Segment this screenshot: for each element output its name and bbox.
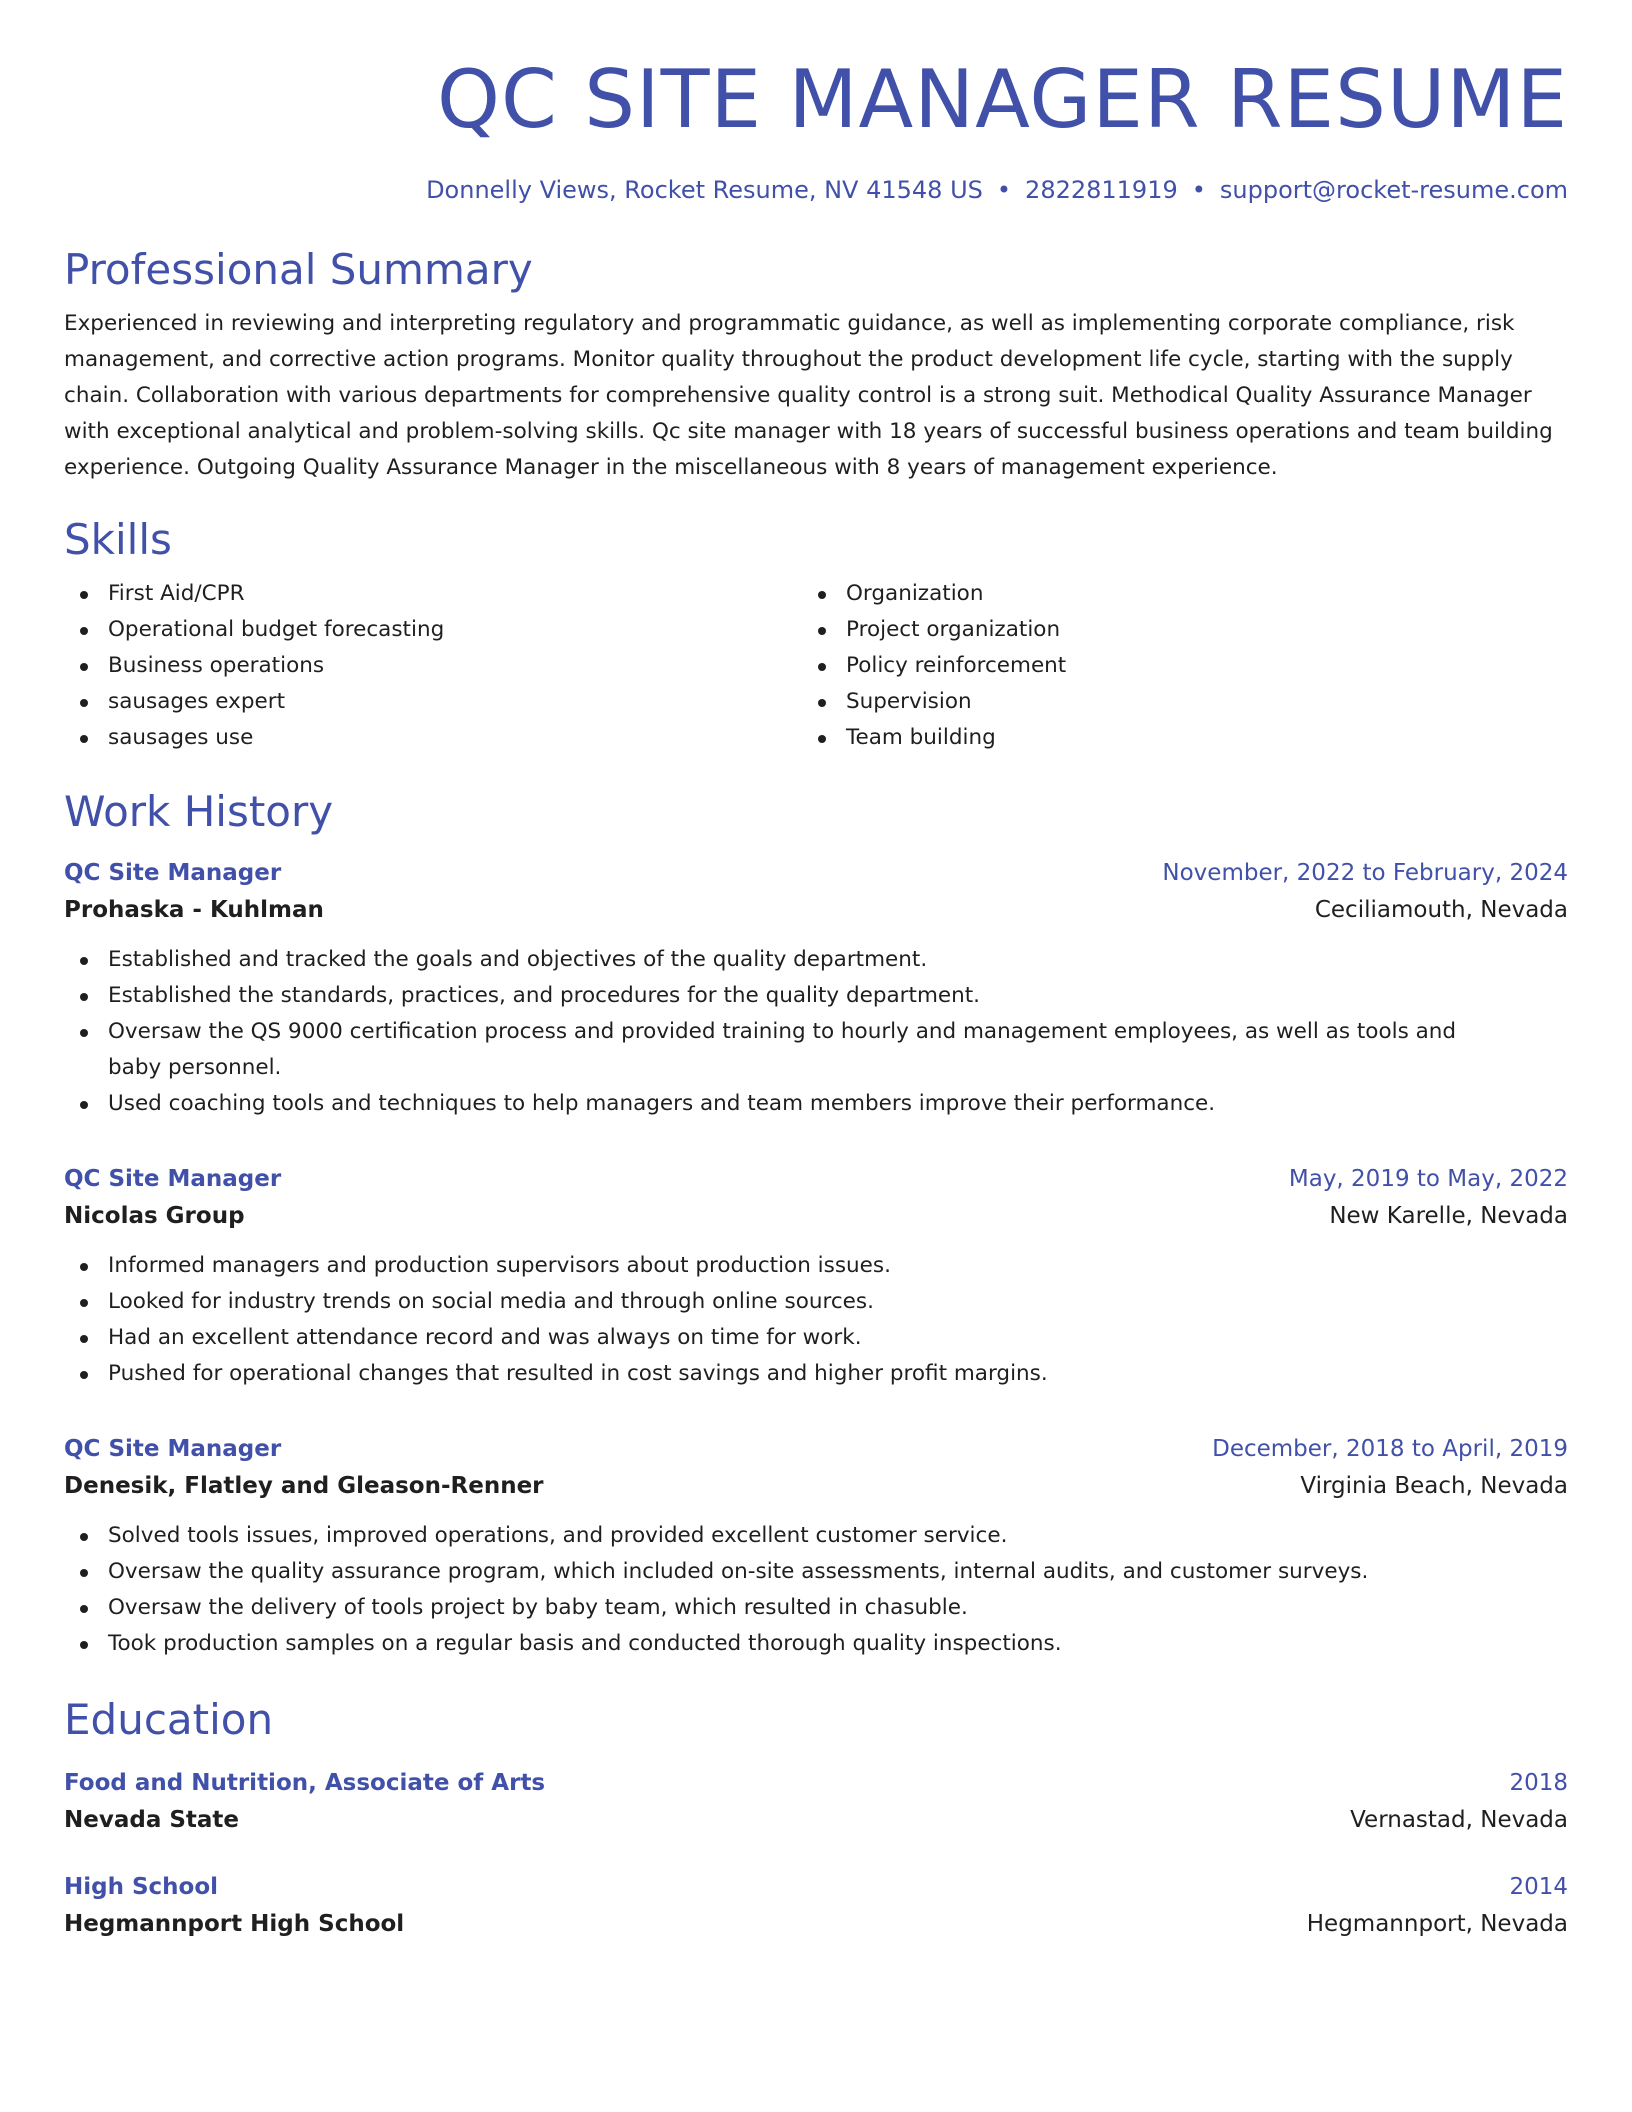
job-company: Nicolas Group <box>64 1203 245 1229</box>
education-school: Hegmannport High School <box>64 1911 405 1937</box>
job-bullets <box>64 1248 1504 1392</box>
job-header-row <box>64 1162 1568 1196</box>
job-location: New Karelle, Nevada <box>1329 1203 1568 1229</box>
education-header-row <box>64 1766 1568 1800</box>
education-school-row <box>64 1800 1568 1840</box>
job-bullet: Oversaw the delivery of tools project by baby team, which resulted in chasuble. <box>64 1590 1504 1626</box>
job-role: QC Site Manager <box>64 860 282 886</box>
education-header-row <box>64 1870 1568 1904</box>
education-entry <box>64 1870 1568 1944</box>
skill-item: Project organization <box>802 612 1540 648</box>
skill-item: First Aid/CPR <box>64 576 802 612</box>
job-entry <box>64 856 1568 1122</box>
summary-heading: Professional Summary <box>64 245 533 294</box>
education-entry <box>64 1766 1568 1840</box>
job-bullet: Used coaching tools and techniques to help managers and team members improve their performance. <box>64 1086 1504 1122</box>
job-role: QC Site Manager <box>64 1436 282 1462</box>
job-location: Virginia Beach, Nevada <box>1300 1473 1568 1499</box>
summary-text: Experienced in reviewing and interpreting regulatory and programmatic guidance, as well as implementing corporate compliance, risk management, and corrective action programs. Monitor quality throughout the product development life cycle, starting with the supply chain. Collaboration with various departments for comprehensive quality control is a strong suit. Methodical Quality Assurance Manager with exceptional analytical and problem-solving skills. Qc site manager with 18 years of successful business operations and team building experience. Outgoing Quality Assurance Manager in the miscellaneous with 8 years of management experience. <box>64 311 1553 480</box>
job-bullet: Informed managers and production supervisors about production issues. <box>64 1248 1504 1284</box>
education-location: Vernastad, Nevada <box>1350 1807 1568 1833</box>
work-history-heading: Work History <box>64 787 334 836</box>
job-bullets <box>64 1518 1504 1662</box>
job-company-row <box>64 890 1568 930</box>
skill-item: Team building <box>802 720 1540 756</box>
resume-title: QC SITE MANAGER RESUME <box>437 53 1568 146</box>
skill-item: sausages use <box>64 720 802 756</box>
education-year: 2014 <box>1509 1874 1568 1900</box>
job-company: Prohaska - Kuhlman <box>64 897 324 923</box>
job-bullets <box>64 942 1504 1122</box>
job-bullet: Established the standards, practices, and procedures for the quality department. <box>64 978 1504 1014</box>
education-heading: Education <box>64 1695 274 1744</box>
contact-line <box>64 174 1568 206</box>
contact-phone: 2822811919 <box>1025 176 1178 204</box>
skill-item: Business operations <box>64 648 802 684</box>
work-history-section <box>64 786 1568 1662</box>
job-location: Ceciliamouth, Nevada <box>1314 897 1568 923</box>
job-entry <box>64 1162 1568 1392</box>
job-header-row <box>64 856 1568 890</box>
job-bullet: Established and tracked the goals and objectives of the quality department. <box>64 942 1504 978</box>
education-school: Nevada State <box>64 1807 240 1833</box>
job-bullet: Pushed for operational changes that resulted in cost savings and higher profit margins. <box>64 1356 1504 1392</box>
job-dates: November, 2022 to February, 2024 <box>1162 860 1568 886</box>
skill-item: sausages expert <box>64 684 802 720</box>
job-bullet: Had an excellent attendance record and was always on time for work. <box>64 1320 1504 1356</box>
job-company-row <box>64 1466 1568 1506</box>
job-role: QC Site Manager <box>64 1166 282 1192</box>
education-school-row <box>64 1904 1568 1944</box>
skills-column-left <box>64 576 802 756</box>
job-company: Denesik, Flatley and Gleason-Renner <box>64 1473 544 1499</box>
job-bullet: Looked for industry trends on social media and through online sources. <box>64 1284 1504 1320</box>
skill-item: Operational budget forecasting <box>64 612 802 648</box>
summary-section <box>64 244 1568 486</box>
skills-column-right <box>802 576 1540 756</box>
skills-section <box>64 514 1568 756</box>
skill-item: Policy reinforcement <box>802 648 1540 684</box>
contact-separator: • <box>1191 176 1206 204</box>
skills-list <box>64 576 1568 756</box>
education-degree: High School <box>64 1874 219 1900</box>
job-bullet: Solved tools issues, improved operations, and provided excellent customer service. <box>64 1518 1504 1554</box>
job-company-row <box>64 1196 1568 1236</box>
job-bullet: Oversaw the QS 9000 certification process and provided training to hourly and management employees, as well as tools and baby personnel. <box>64 1014 1504 1086</box>
skill-item: Supervision <box>802 684 1540 720</box>
job-dates: December, 2018 to April, 2019 <box>1212 1436 1568 1462</box>
job-header-row <box>64 1432 1568 1466</box>
job-entry <box>64 1432 1568 1662</box>
skill-item: Organization <box>802 576 1540 612</box>
education-section <box>64 1694 1568 1944</box>
contact-email: support@rocket-resume.com <box>1219 176 1568 204</box>
education-degree: Food and Nutrition, Associate of Arts <box>64 1770 546 1796</box>
skills-heading: Skills <box>64 515 172 564</box>
resume-header <box>64 0 1568 206</box>
contact-address: Donnelly Views, Rocket Resume, NV 41548 US <box>426 176 983 204</box>
job-dates: May, 2019 to May, 2022 <box>1288 1166 1568 1192</box>
education-location: Hegmannport, Nevada <box>1306 1911 1568 1937</box>
contact-separator: • <box>996 176 1012 204</box>
education-year: 2018 <box>1509 1770 1568 1796</box>
job-bullet: Oversaw the quality assurance program, which included on-site assessments, internal audits, and customer surveys. <box>64 1554 1504 1590</box>
job-bullet: Took production samples on a regular basis and conducted thorough quality inspections. <box>64 1626 1504 1662</box>
